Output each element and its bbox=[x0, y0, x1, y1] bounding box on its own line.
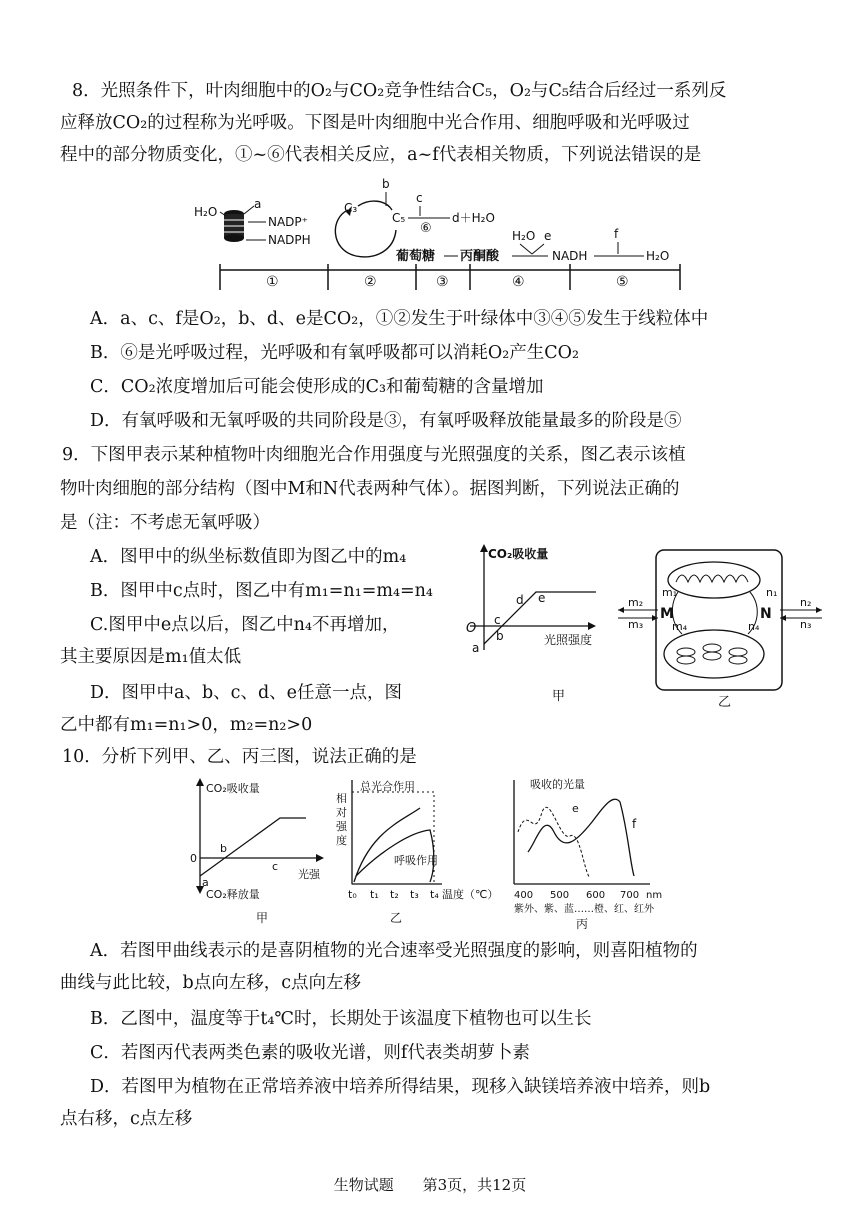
q8-h2o-mid-label: H₂O bbox=[512, 229, 536, 243]
q9-option-c-line2: 其主要原因是m₁值太低 bbox=[60, 647, 242, 667]
q10f3-spectrum: 紫外、紫、蓝……橙、红、红外 bbox=[514, 904, 654, 915]
q9-option-b: B．图甲中c点时，图乙中有m₁=n₁=m₄=n₄ bbox=[90, 581, 433, 601]
q8-stage-2: ② bbox=[364, 274, 377, 290]
q10f1-ylabel: CO₂吸收量 bbox=[206, 782, 260, 795]
q9b-label-n3: n₃ bbox=[800, 618, 812, 631]
q10f2-top: 总光合作用 bbox=[360, 780, 415, 793]
q8-c5-label: C₅ bbox=[392, 211, 406, 225]
q9b-label-n2: n₂ bbox=[800, 596, 812, 609]
q10f1-a: a bbox=[202, 876, 209, 889]
chloroplast-icon bbox=[664, 630, 764, 678]
q10-option-b: B．乙图中，温度等于t₄℃时，长期处于该温度下植物也可以生长 bbox=[90, 1009, 592, 1029]
q10-option-d-line1: D．若图甲为植物在正常培养液中培养所得结果，现移入缺镁培养液中培养，则b bbox=[90, 1077, 711, 1097]
q8-stem-line2: 应释放CO₂的过程称为光呼吸。下图是叶肉细胞中光合作用、细胞呼吸和光呼吸过 bbox=[60, 113, 690, 133]
q10f2-t2: t₂ bbox=[390, 888, 399, 901]
q8-option-d: D．有氧呼吸和无氧呼吸的共同阶段是③，有氧呼吸释放能量最多的阶段是⑤ bbox=[90, 411, 682, 431]
q8-option-b: B．⑥是光呼吸过程，光呼吸和有氧呼吸都可以消耗O₂产生CO₂ bbox=[90, 343, 579, 363]
q9b-label-m1: m₁ bbox=[662, 586, 678, 599]
q10f2-t4: t₄ bbox=[430, 888, 439, 901]
q9a-origin: O bbox=[466, 621, 477, 636]
q8-c3-label: C₃ bbox=[344, 201, 358, 215]
q10f3-tick-500: 500 bbox=[550, 890, 570, 901]
q9b-label-m3: m₃ bbox=[628, 618, 644, 631]
q9b-label-m2: m₂ bbox=[628, 596, 644, 609]
thylakoid-stack-icon bbox=[224, 210, 244, 242]
q8-nadph-label: NADPH bbox=[268, 233, 311, 247]
q10f1-b: b bbox=[220, 842, 227, 855]
q10f3-tick-400: 400 bbox=[514, 890, 534, 901]
q8-pyruvate-label: 丙酮酸 bbox=[460, 249, 500, 264]
q9-figure-b bbox=[598, 544, 838, 714]
footer-page-number: 第3页，共12页 bbox=[422, 1176, 527, 1194]
page-footer bbox=[0, 1174, 860, 1195]
q9-option-d-line2: 乙中都有m₁=n₁>0，m₂=n₂>0 bbox=[60, 715, 313, 735]
q10f2-caption: 乙 bbox=[390, 911, 403, 925]
q8-a-label: a bbox=[254, 197, 262, 211]
q10f3-ylabel: 吸收的光量 bbox=[530, 778, 585, 791]
q9a-point-a: a bbox=[472, 641, 480, 655]
q9a-point-c: c bbox=[494, 613, 501, 627]
q8-stem-line3: 程中的部分物质变化，①~⑥代表相关反应，a~f代表相关物质，下列说法错误的是 bbox=[60, 145, 702, 165]
q9-figure-a bbox=[460, 540, 610, 710]
q10f3-e: e bbox=[572, 802, 579, 815]
q10f3-f: f bbox=[632, 817, 637, 831]
q9-stem-line1: 9．下图甲表示某种植物叶肉细胞光合作用强度与光照强度的关系，图乙表示该植 bbox=[62, 445, 686, 465]
q10-option-a-line1: A．若图甲曲线表示的是喜阴植物的光合速率受光照强度的影响，则喜阳植物的 bbox=[90, 941, 698, 961]
q9-option-d-line1: D．图甲中a、b、c、d、e任意一点，图 bbox=[90, 683, 403, 703]
q8-nadh-label: NADH bbox=[552, 249, 588, 263]
q9-option-a: A．图甲中的纵坐标数值即为图乙中的m₄ bbox=[90, 547, 407, 567]
q8-glucose-label: 葡萄糖 bbox=[396, 249, 436, 264]
q8-b-label: b bbox=[382, 177, 390, 191]
q10f3-tick-600: 600 bbox=[586, 890, 606, 901]
q10-figures bbox=[180, 772, 700, 932]
q10f1-zero: 0 bbox=[190, 852, 197, 865]
q9b-label-n1: n₁ bbox=[766, 586, 778, 599]
q9b-caption: 乙 bbox=[718, 695, 732, 710]
q10f2-resp: 呼吸作用 bbox=[394, 854, 438, 867]
q8-option-c: C．CO₂浓度增加后可能会使形成的C₃和葡萄糖的含量增加 bbox=[90, 377, 544, 397]
q9b-label-M: M bbox=[660, 606, 674, 622]
footer-subject: 生物试题 bbox=[333, 1176, 394, 1194]
q9a-ylabel: CO₂吸收量 bbox=[488, 547, 549, 561]
q8-c-label: c bbox=[416, 191, 423, 205]
q10f2-y3: 度 bbox=[336, 834, 347, 847]
mitochondrion-icon bbox=[668, 562, 760, 598]
q10f2-y2: 强 bbox=[336, 820, 347, 833]
q10-stem: 10．分析下列甲、乙、丙三图，说法正确的是 bbox=[62, 747, 417, 767]
q8-f-label: f bbox=[614, 227, 619, 241]
q8-diagram bbox=[180, 174, 700, 294]
q10-option-c: C．若图丙代表两类色素的吸收光谱，则f代表类胡萝卜素 bbox=[90, 1043, 530, 1063]
q9a-point-d: d bbox=[516, 593, 524, 607]
q8-h2o-end-label: H₂O bbox=[646, 249, 670, 263]
q8-nadp-label: NADP⁺ bbox=[268, 215, 308, 229]
q10f1-xlabel: 光强 bbox=[298, 868, 320, 881]
q9-stem-line2: 物叶肉细胞的部分结构（图中M和N代表两种气体）。据图判断，下列说法正确的 bbox=[60, 479, 680, 499]
q10-option-a-line2: 曲线与此比较，b点向左移，c点向左移 bbox=[60, 973, 362, 993]
q10f1-ylabel2: CO₂释放量 bbox=[206, 888, 260, 901]
q9a-point-e: e bbox=[538, 591, 546, 605]
q9-option-c-line1: C.图甲中e点以后，图乙中n₄不再增加， bbox=[90, 615, 400, 635]
q10f1-c: c bbox=[272, 860, 279, 873]
q8-stem-line1: 8．光照条件下，叶肉细胞中的O₂与CO₂竞争性结合C₅，O₂与C₅结合后经过一系列反 bbox=[72, 81, 727, 101]
q10f2-t1: t₁ bbox=[370, 888, 379, 901]
q10f3-unit: nm bbox=[646, 890, 663, 901]
q10f2-xlabel: 温度（℃） bbox=[442, 888, 499, 901]
q8-stage-4: ④ bbox=[512, 274, 525, 290]
q10f2-y0: 相 bbox=[336, 792, 347, 805]
q8-stage-3: ③ bbox=[436, 274, 449, 290]
q9b-label-N: N bbox=[760, 606, 772, 622]
q8-stage-5: ⑤ bbox=[616, 274, 629, 290]
q9-stem-line3: 是（注：不考虑无氧呼吸） bbox=[60, 513, 270, 533]
q8-option-a: A．a、c、f是O₂，b、d、e是CO₂，①②发生于叶绿体中③④⑤发生于线粒体中 bbox=[90, 309, 709, 329]
q8-six-label: ⑥ bbox=[420, 221, 432, 236]
q10f3-caption: 丙 bbox=[576, 917, 589, 931]
q9a-point-b: b bbox=[496, 629, 504, 643]
q8-d-h2o-label: d＋H₂O bbox=[452, 211, 495, 225]
q9b-label-n4: n₄ bbox=[748, 620, 760, 633]
q8-h2o-label: H₂O bbox=[194, 205, 218, 219]
q9a-xlabel: 光照强度 bbox=[544, 633, 593, 647]
q9b-label-m4: m₄ bbox=[672, 620, 688, 633]
q10f3-tick-700: 700 bbox=[620, 890, 640, 901]
q10-option-d-line2: 点右移，c点左移 bbox=[60, 1109, 193, 1129]
q10f2-t0: t₀ bbox=[348, 888, 357, 901]
q9a-caption: 甲 bbox=[552, 689, 566, 704]
q10f2-t3: t₃ bbox=[410, 888, 419, 901]
q8-e-label: e bbox=[544, 229, 552, 243]
q10f2-y1: 对 bbox=[336, 806, 347, 819]
q10f1-caption: 甲 bbox=[256, 911, 269, 925]
q8-stage-1: ① bbox=[266, 274, 279, 290]
